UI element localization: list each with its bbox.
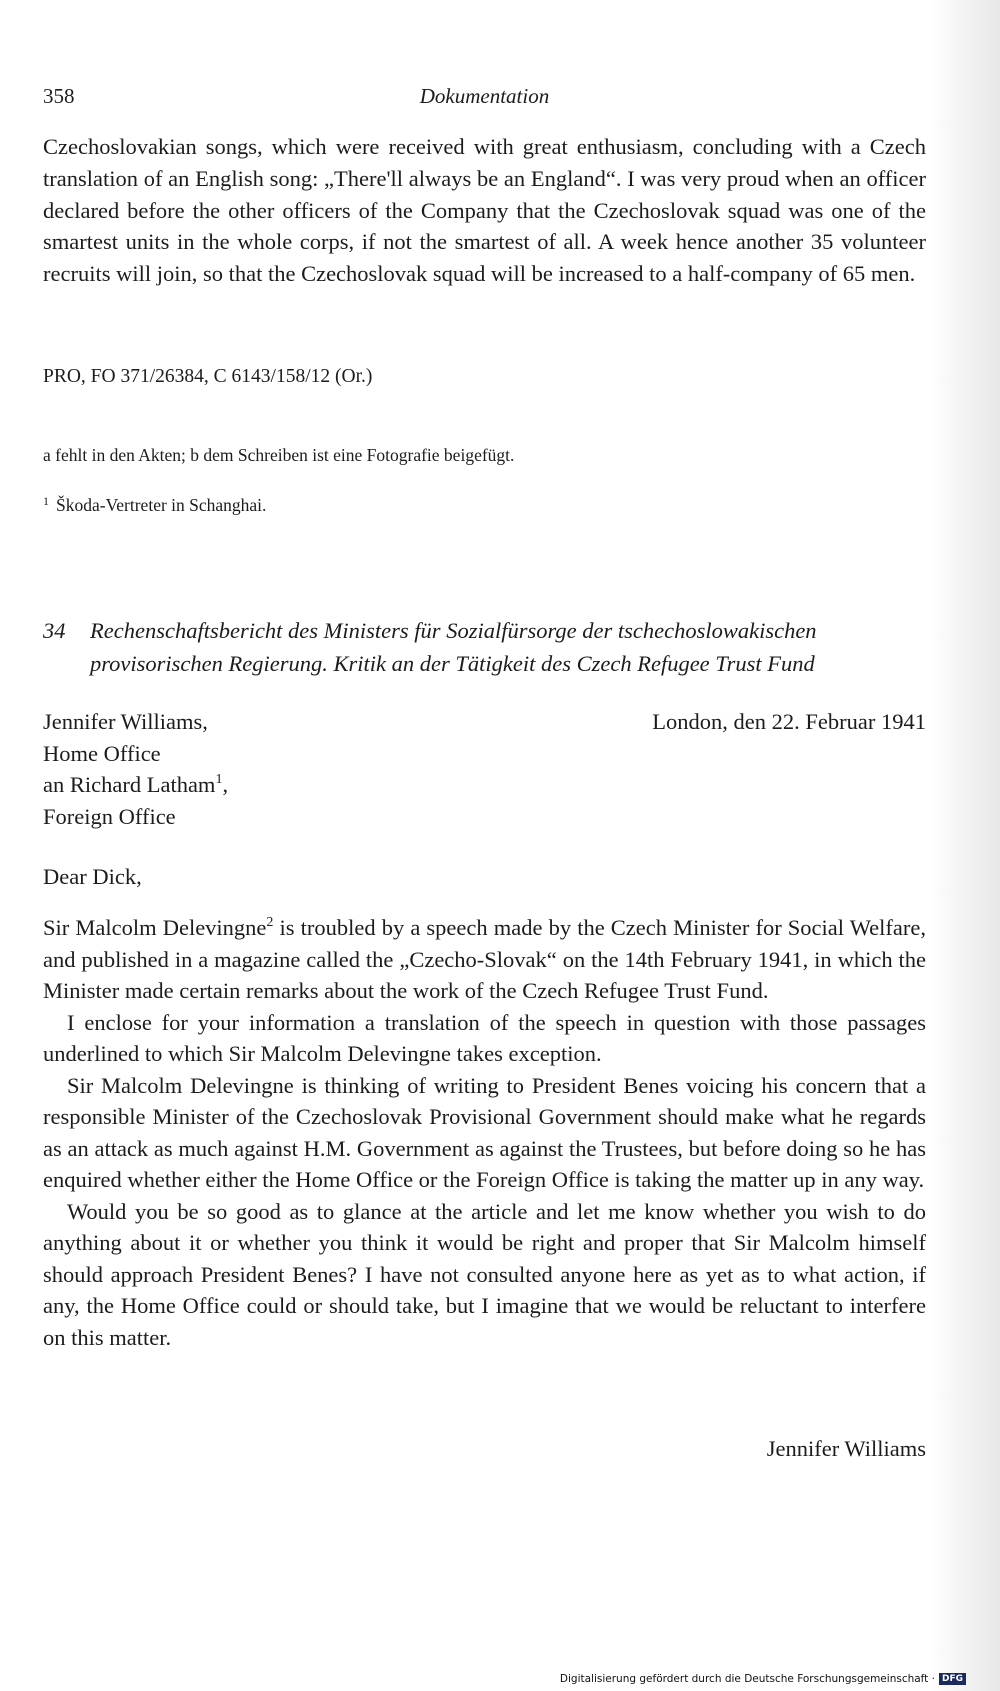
salutation: Dear Dick,	[43, 864, 142, 889]
sender-office: Home Office	[43, 740, 161, 766]
document-number: 34	[43, 618, 66, 643]
footnote	[43, 494, 266, 516]
signature: Jennifer Williams	[766, 1436, 926, 1461]
textual-note: a fehlt in den Akten; b dem Schreiben ist eine Fotografie beigefügt.	[43, 445, 515, 465]
recipient-footnote-mark: 1	[215, 772, 223, 787]
continuation-text: Czechoslovakian songs, which were received with great enthusiasm, concluding with a Czech translation of an English song: „There'll always be an England“. I was very proud when an officer declared before the other officers of the Company that the Czechoslovak squad was one of the smartest units in the whole corps, if not the smartest of all. A week hence another 35 volunteer recruits will join, so that the Czechoslovak squad will be increased to a half-company of 65 men.	[43, 134, 926, 287]
document-heading	[43, 614, 926, 680]
dfg-logo: DFG	[939, 1673, 966, 1685]
letter-body	[43, 912, 926, 1353]
paragraph-footnote-mark: 2	[266, 915, 274, 930]
page-number: 358	[43, 84, 75, 108]
running-head	[43, 84, 926, 112]
address-block	[43, 706, 228, 832]
recipient-line	[43, 769, 228, 801]
paragraph-subject: Sir Malcolm Delevingne	[43, 915, 267, 940]
page-edge-shadow	[928, 0, 1000, 1691]
paragraph-text: is troubled by a speech made by the Czech Minister for Social Welfare, and published in a magazine called the „Czecho-Slovak“ on the 14th February 1941, in which the Minister made certain remarks about the work of the Czech Refugee Trust Fund.	[43, 915, 926, 1003]
letter-paragraph: Would you be so good as to glance at the article and let me know whether you wish to do anything about it or whether you think it would be right and proper that Sir Malcolm himself should approach President Benes? I have not consulted anyone here as yet as to what action, if any, the Home Office could or should take, but I imagine that we would be reluctant to interfere on this matter.	[43, 1198, 926, 1350]
document-title: Rechenschaftsbericht des Ministers für Sozialfürsorge der tschechoslowakischen provisorischen Regierung. Kritik an der Tätigkeit des Czech Refugee Trust Fund	[90, 618, 817, 676]
letter-paragraph	[43, 912, 926, 1007]
running-title: Dokumentation	[419, 84, 550, 108]
continuation-paragraph	[43, 131, 926, 290]
letter-paragraph: I enclose for your information a translation of the speech in question with those passages underlined to which Sir Malcolm Delevingne takes exception.	[43, 1009, 926, 1066]
recipient-name: an Richard Latham	[43, 772, 216, 797]
letter-paragraph: Sir Malcolm Delevingne is thinking of writing to President Benes voicing his concern that a responsible Minister of the Czechoslovak Provisional Government should make what he regards as an attack as much against H.M. Government as against the Trustees, but before doing so he has enquired whether either the Home Office or the Foreign Office is taking the matter up in any way.	[43, 1072, 926, 1192]
recipient-office: Foreign Office	[43, 803, 176, 829]
digitization-credit	[560, 1673, 966, 1685]
footnote-text: Škoda-Vertreter in Schanghai.	[56, 495, 267, 515]
footnote-mark: 1	[43, 494, 49, 508]
archival-source: PRO, FO 371/26384, C 6143/158/12 (Or.)	[43, 366, 373, 387]
sender-name: Jennifer Williams,	[43, 709, 208, 734]
place-date: London, den 22. Februar 1941	[652, 709, 926, 734]
recipient-comma: ,	[222, 772, 229, 797]
credit-text: Digitalisierung gefördert durch die Deutsche Forschungsgemeinschaft ·	[559, 1673, 935, 1685]
